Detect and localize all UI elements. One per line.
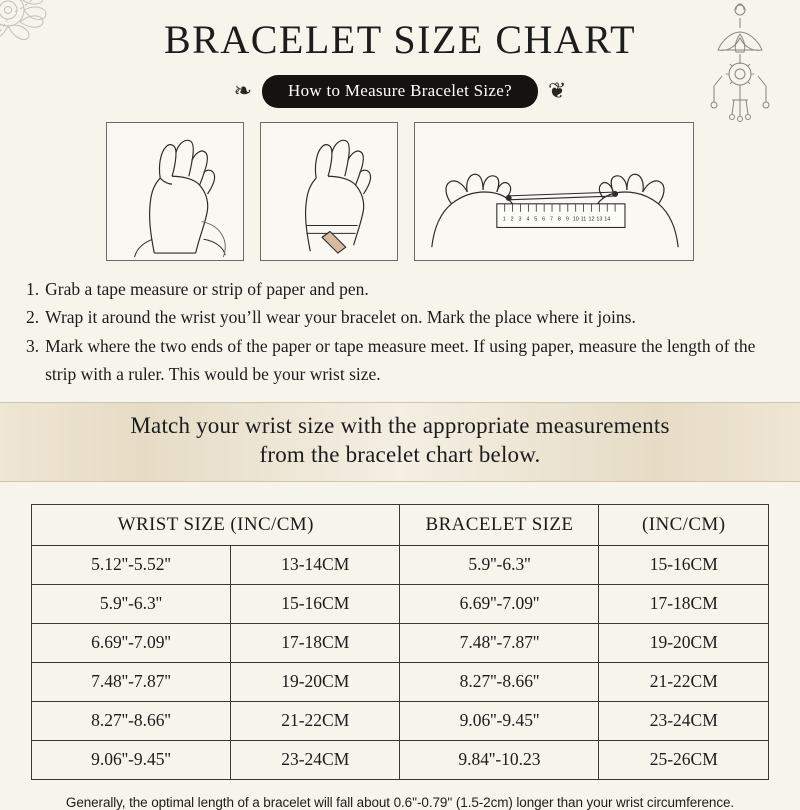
cell-wrist-inch: 8.27''-8.66'' xyxy=(32,702,231,741)
cell-bracelet-inch: 5.9''-6.3'' xyxy=(400,546,599,585)
match-banner xyxy=(0,402,800,482)
step-text: Grab a tape measure or strip of paper and pen. xyxy=(45,279,369,299)
step-text: Mark where the two ends of the paper or tape measure meet. If using paper, measure the length of the strip with a ruler. This would be your wrist size. xyxy=(45,335,756,385)
flourish-right-icon: ❦ xyxy=(547,78,567,104)
cell-wrist-cm: 15-16CM xyxy=(230,585,400,624)
illustration-hand-with-tape-measure xyxy=(106,122,244,261)
subtitle-badge: How to Measure Bracelet Size? xyxy=(262,75,538,108)
table-row xyxy=(32,663,769,702)
cell-wrist-cm: 17-18CM xyxy=(230,624,400,663)
page-title: BRACELET SIZE CHART xyxy=(163,17,637,62)
table-row xyxy=(32,546,769,585)
cell-bracelet-inch: 8.27''-8.66'' xyxy=(400,663,599,702)
step-number: 2. xyxy=(26,307,40,328)
table-row xyxy=(32,741,769,780)
svg-text:2: 2 xyxy=(510,216,514,223)
footnote: Generally, the optimal length of a bracelet will fall about 0.6''-0.79'' (1.5-2cm) longer than your wrist circumference. xyxy=(65,795,735,810)
cell-wrist-cm: 23-24CM xyxy=(230,741,400,780)
illustration-hands-measuring-with-ruler xyxy=(414,122,694,261)
cell-bracelet-inch: 7.48''-7.87'' xyxy=(400,624,599,663)
svg-text:7: 7 xyxy=(550,216,554,223)
svg-text:14: 14 xyxy=(604,216,611,223)
table-header-bracelet-units: (INC/CM) xyxy=(599,505,769,546)
step-item xyxy=(26,303,774,331)
banner-line-1: Match your wrist size with the appropriate measurements xyxy=(130,413,670,439)
svg-text:3: 3 xyxy=(518,216,522,223)
svg-text:4: 4 xyxy=(526,216,530,223)
cell-bracelet-cm: 23-24CM xyxy=(599,702,769,741)
svg-text:11: 11 xyxy=(580,216,587,223)
svg-text:9: 9 xyxy=(565,216,569,223)
cell-bracelet-inch: 6.69''-7.09'' xyxy=(400,585,599,624)
subtitle-row xyxy=(0,75,800,108)
svg-text:1: 1 xyxy=(502,216,506,223)
cell-bracelet-cm: 25-26CM xyxy=(599,741,769,780)
table-header-row xyxy=(32,505,769,546)
svg-text:12: 12 xyxy=(588,216,595,223)
illustration-row xyxy=(0,122,800,261)
table-row xyxy=(32,702,769,741)
svg-text:8: 8 xyxy=(557,216,561,223)
cell-wrist-inch: 5.12''-5.52'' xyxy=(32,546,231,585)
size-chart-table xyxy=(31,504,769,780)
cell-wrist-cm: 13-14CM xyxy=(230,546,400,585)
svg-text:6: 6 xyxy=(542,216,546,223)
step-text: Wrap it around the wrist you’ll wear your bracelet on. Mark the place where it joins. xyxy=(45,307,636,328)
cell-bracelet-cm: 19-20CM xyxy=(599,624,769,663)
banner-line-2: from the bracelet chart below. xyxy=(259,442,541,468)
svg-text:10: 10 xyxy=(572,216,579,223)
table-row xyxy=(32,624,769,663)
table-header-wrist: WRIST SIZE (INC/CM) xyxy=(32,505,400,546)
cell-wrist-inch: 9.06''-9.45'' xyxy=(32,741,231,780)
step-item xyxy=(26,275,774,303)
cell-wrist-inch: 6.69''-7.09'' xyxy=(32,624,231,663)
cell-bracelet-inch: 9.06''-9.45'' xyxy=(400,702,599,741)
cell-bracelet-cm: 17-18CM xyxy=(599,585,769,624)
cell-wrist-cm: 21-22CM xyxy=(230,702,400,741)
cell-wrist-cm: 19-20CM xyxy=(230,663,400,702)
step-number: 3. xyxy=(26,335,40,356)
illustration-hand-wrapping-wrist xyxy=(260,122,398,261)
svg-text:13: 13 xyxy=(596,216,603,223)
step-number: 1. xyxy=(26,279,40,299)
cell-bracelet-cm: 21-22CM xyxy=(599,663,769,702)
table-header-bracelet: BRACELET SIZE xyxy=(400,505,599,546)
instruction-steps xyxy=(26,275,774,388)
flourish-left-icon: ❧ xyxy=(233,78,253,104)
step-item xyxy=(26,332,774,389)
cell-wrist-inch: 5.9''-6.3'' xyxy=(32,585,231,624)
cell-wrist-inch: 7.48''-7.87'' xyxy=(32,663,231,702)
table-row xyxy=(32,585,769,624)
svg-text:5: 5 xyxy=(534,216,538,223)
cell-bracelet-inch: 9.84''-10.23 xyxy=(400,741,599,780)
cell-bracelet-cm: 15-16CM xyxy=(599,546,769,585)
